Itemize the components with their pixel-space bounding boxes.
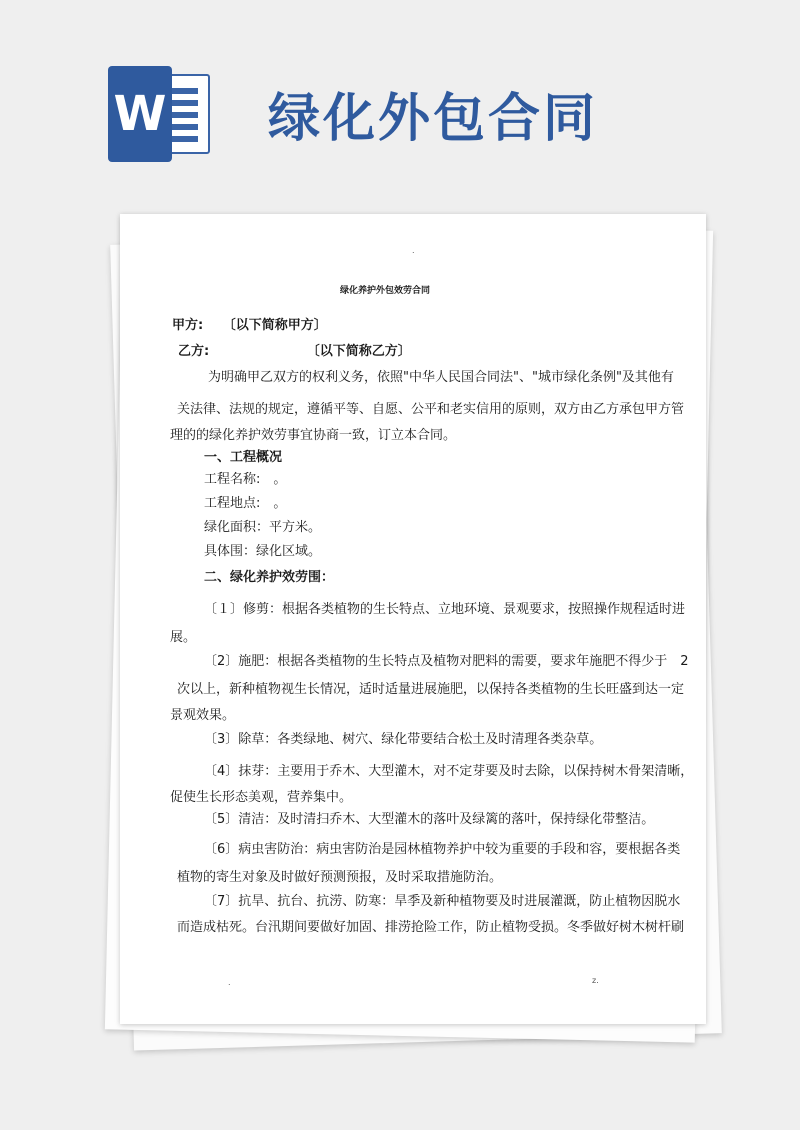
paragraph-line: 〔5〕清洁：及时清扫乔木、大型灌木的落叶及绿篱的落叶，保持绿化带整洁。 bbox=[204, 812, 655, 827]
paragraph-line: 景观效果。 bbox=[170, 708, 236, 723]
section-heading: 一、工程概况 bbox=[204, 450, 283, 465]
section-heading: 二、绿化养护效劳围： bbox=[204, 570, 335, 585]
document-title: 绿化养护外包效劳合同 bbox=[340, 286, 431, 296]
paragraph-line: 理的的绿化养护效劳事宜协商一致，订立本合同。 bbox=[170, 428, 457, 443]
paragraph-line: 〔4〕抹芽：主要用于乔木、大型灌木，对不定芽要及时去除，以保持树木骨架清晰， bbox=[204, 764, 694, 779]
party-a-line: 甲方: 〔以下简称甲方〕 bbox=[172, 318, 327, 333]
party-b-line: 乙方: 〔以下简称乙方〕 bbox=[178, 344, 411, 359]
paragraph-line: 为明确甲乙双方的权利义务，依照"中华人民国合同法"、"城市绿化条例"及其他有 bbox=[208, 370, 674, 385]
top-mark: . bbox=[412, 246, 415, 255]
page-title: 绿化外包合同 bbox=[268, 89, 599, 149]
footer-mark: z. bbox=[592, 976, 599, 985]
word-icon-letter: W bbox=[108, 66, 172, 162]
paragraph-line: 而造成枯死。台汛期间要做好加固、排涝抢险工作，防止植物受损。冬季做好树木树杆刷 bbox=[177, 920, 685, 935]
paragraph-line: 次以上，新种植物视生长情况，适时适量进展施肥，以保持各类植物的生长旺盛到达一定 bbox=[177, 682, 685, 697]
paragraph-line: 展。 bbox=[170, 630, 197, 645]
paragraph-line: 促使生长形态美观，营养集中。 bbox=[170, 790, 353, 805]
field-line: 具体围：绿化区域。 bbox=[204, 544, 322, 559]
field-line: 工程地点: 。 bbox=[204, 496, 287, 511]
field-line: 绿化面积：平方米。 bbox=[204, 520, 322, 535]
paragraph-line: 植物的寄生对象及时做好预测预报，及时采取措施防治。 bbox=[177, 870, 503, 885]
paragraph-line: 〔１〕修剪：根据各类植物的生长特点、立地环境、景观要求，按照操作规程适时进 bbox=[204, 602, 686, 617]
paragraph-line: 〔7〕抗旱、抗台、抗涝、防寒：旱季及新种植物要及时进展灌溉，防止植物因脱水 bbox=[204, 894, 681, 909]
paragraph-line: 〔3〕除草：各类绿地、树穴、绿化带要结合松土及时清理各类杂草。 bbox=[204, 732, 603, 747]
footer-mark: . bbox=[228, 978, 231, 987]
paragraph-line: 〔2〕施肥：根据各类植物的生长特点及植物对肥料的需要，要求年施肥不得少于 2 bbox=[204, 654, 689, 669]
paragraph-line: 〔6〕病虫害防治：病虫害防治是园林植物养护中较为重要的手段和容，要根据各类 bbox=[204, 842, 681, 857]
field-line: 工程名称: 。 bbox=[204, 472, 287, 487]
paragraph-line: 关法律、法规的规定，遵循平等、自愿、公平和老实信用的原则，双方由乙方承包甲方管 bbox=[177, 402, 685, 417]
